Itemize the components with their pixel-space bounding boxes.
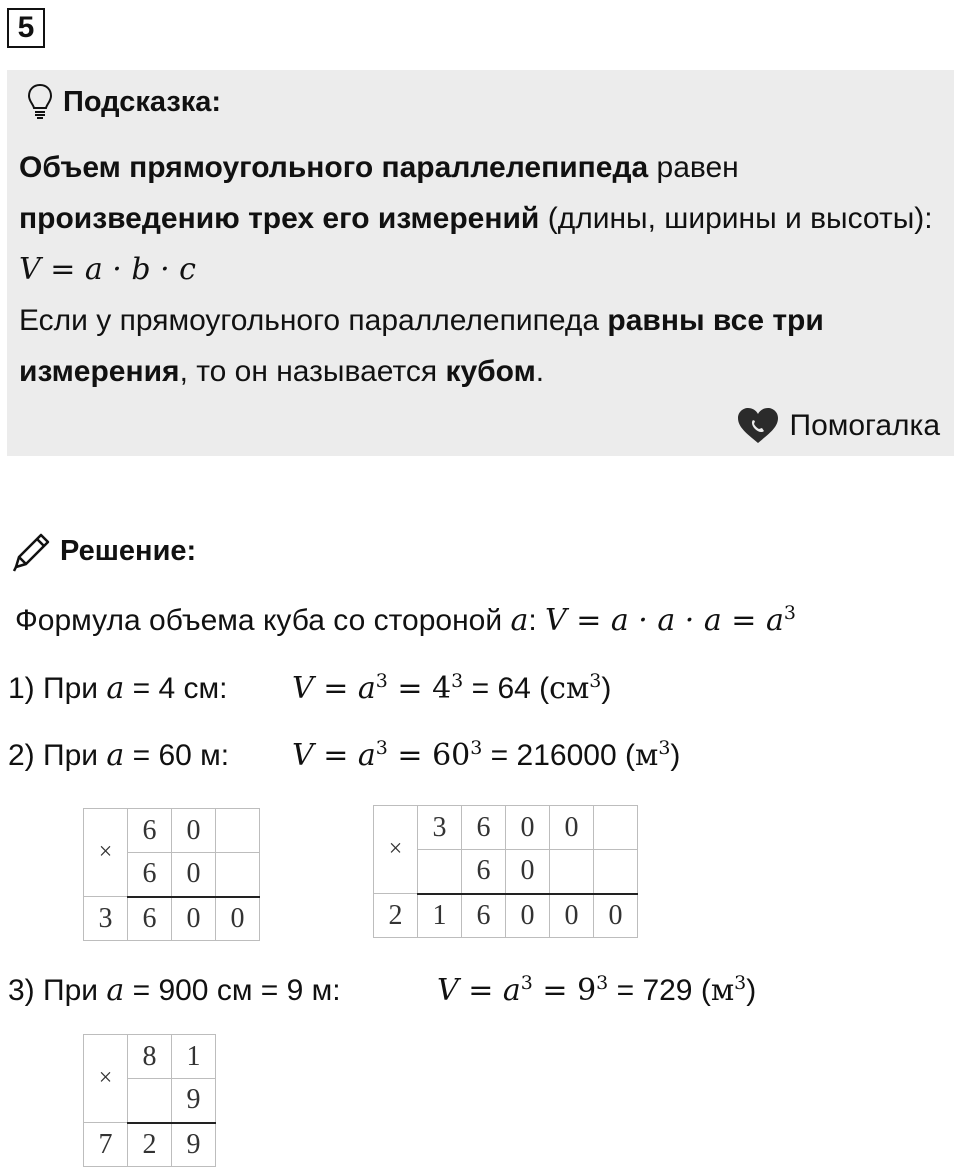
step-2	[8, 736, 229, 776]
step-v: V = a	[292, 671, 376, 706]
hint-text-span: Если у прямоугольного параллелепипеда	[19, 304, 608, 337]
step-condition: = 900 см = 9 м:	[124, 974, 341, 1007]
hint-text	[19, 142, 939, 397]
result-digit-cell: 0	[506, 894, 550, 938]
multiplication-table-2	[373, 805, 638, 938]
exponent: 3	[734, 972, 747, 994]
result-digit-cell: 1	[418, 894, 462, 938]
digit-cell	[128, 1079, 172, 1123]
formula-colon: :	[528, 604, 545, 637]
step-v: V = a	[292, 738, 376, 773]
multiply-sign: ×	[84, 809, 128, 897]
exponent: 3	[375, 737, 388, 759]
digit-cell: 6	[128, 809, 172, 853]
lightbulb-icon	[27, 83, 53, 121]
hint-text-span: .	[535, 355, 545, 388]
exponent: 3	[596, 972, 609, 994]
step-var: a	[106, 973, 125, 1008]
digit-cell: 1	[172, 1035, 216, 1079]
hint-bold-text: произведению трех его измерений	[19, 202, 540, 235]
step-close: )	[670, 739, 681, 772]
exponent: 3	[658, 737, 671, 759]
step-unit: м	[710, 973, 735, 1008]
result-digit-cell: 0	[550, 894, 594, 938]
digit-cell: 9	[172, 1079, 216, 1123]
multiply-sign: ×	[84, 1035, 128, 1123]
digit-cell: 0	[172, 853, 216, 897]
result-digit-cell: 3	[84, 897, 128, 941]
hint-text-span: , то он называется	[179, 355, 446, 388]
step-var: a	[106, 738, 125, 773]
exponent: 3	[451, 670, 464, 692]
step-1	[8, 669, 227, 709]
step-prefix: 1) При	[8, 672, 107, 705]
digit-cell: 0	[550, 806, 594, 850]
step-2-calculation	[292, 736, 680, 776]
exponent: 3	[375, 670, 388, 692]
result-digit-cell: 0	[216, 897, 260, 941]
formula-exponent: 3	[783, 602, 796, 624]
step-close: )	[746, 974, 757, 1007]
digit-cell	[418, 850, 462, 894]
step-prefix: 2) При	[8, 739, 107, 772]
formula-text: Формула объема куба со стороной	[15, 604, 511, 637]
multiplication-table-1	[83, 808, 260, 941]
digit-cell	[216, 853, 260, 897]
digit-cell: 3	[418, 806, 462, 850]
digit-cell: 6	[462, 806, 506, 850]
hint-bold-text: кубом	[445, 355, 536, 388]
hint-paragraph-2	[19, 295, 939, 397]
result-digit-cell: 0	[172, 897, 216, 941]
digit-cell	[216, 809, 260, 853]
digit-cell	[594, 850, 638, 894]
hint-text-span: (длины, ширины и высоты):	[539, 202, 933, 235]
exponent: 3	[589, 670, 602, 692]
brand-name: Помогалка	[789, 409, 940, 442]
result-digit-cell: 7	[84, 1123, 128, 1167]
step-unit: см	[549, 671, 590, 706]
result-digit-cell: 2	[374, 894, 418, 938]
step-v: V = a	[437, 973, 521, 1008]
digit-cell: 0	[506, 806, 550, 850]
step-1-calculation	[292, 669, 611, 709]
formula-var: a	[510, 603, 529, 638]
step-condition: = 4 см:	[124, 672, 228, 705]
step-result: = 216000 (	[482, 739, 635, 772]
step-var: a	[106, 671, 125, 706]
step-close: )	[601, 672, 612, 705]
hint-box	[7, 70, 954, 456]
multiplication-table-3	[83, 1034, 216, 1167]
digit-cell	[550, 850, 594, 894]
digit-cell: 8	[128, 1035, 172, 1079]
step-value: = 9	[532, 973, 597, 1008]
volume-formula: V = a · b · c	[19, 252, 196, 287]
digit-cell	[594, 806, 638, 850]
result-digit-cell: 9	[172, 1123, 216, 1167]
heart-icon	[736, 407, 780, 445]
hint-paragraph-1	[19, 142, 939, 295]
solution-title: Решение:	[60, 534, 197, 567]
result-digit-cell: 2	[128, 1123, 172, 1167]
digit-cell: 0	[172, 809, 216, 853]
result-digit-cell: 0	[594, 894, 638, 938]
task-number: 5	[7, 8, 45, 48]
step-prefix: 3) При	[8, 974, 107, 1007]
digit-cell: 6	[128, 853, 172, 897]
cube-formula: V = a · a · a = a	[545, 603, 784, 638]
step-value: = 4	[387, 671, 452, 706]
hint-title: Подсказка:	[63, 85, 222, 118]
hint-text-span: равен	[648, 151, 739, 184]
exponent: 3	[470, 737, 483, 759]
cube-formula-line	[15, 601, 796, 641]
hint-bold-text: Объем прямоугольного параллелепипеда	[19, 151, 649, 184]
brand	[736, 404, 941, 448]
step-value: = 60	[387, 738, 471, 773]
digit-cell: 6	[462, 850, 506, 894]
step-3-calculation	[437, 971, 756, 1011]
step-condition: = 60 м:	[124, 739, 230, 772]
exponent: 3	[520, 972, 533, 994]
multiply-sign: ×	[374, 806, 418, 894]
step-3	[8, 971, 341, 1011]
hint-bold-text: равны все три измерения	[19, 304, 824, 388]
result-digit-cell: 6	[128, 897, 172, 941]
digit-cell: 0	[506, 850, 550, 894]
result-digit-cell: 6	[462, 894, 506, 938]
solution-header	[10, 528, 196, 574]
hint-header	[27, 82, 221, 122]
step-result: = 729 (	[608, 974, 711, 1007]
step-result: = 64 (	[463, 672, 550, 705]
pencil-icon	[10, 529, 54, 573]
step-unit: м	[634, 738, 659, 773]
